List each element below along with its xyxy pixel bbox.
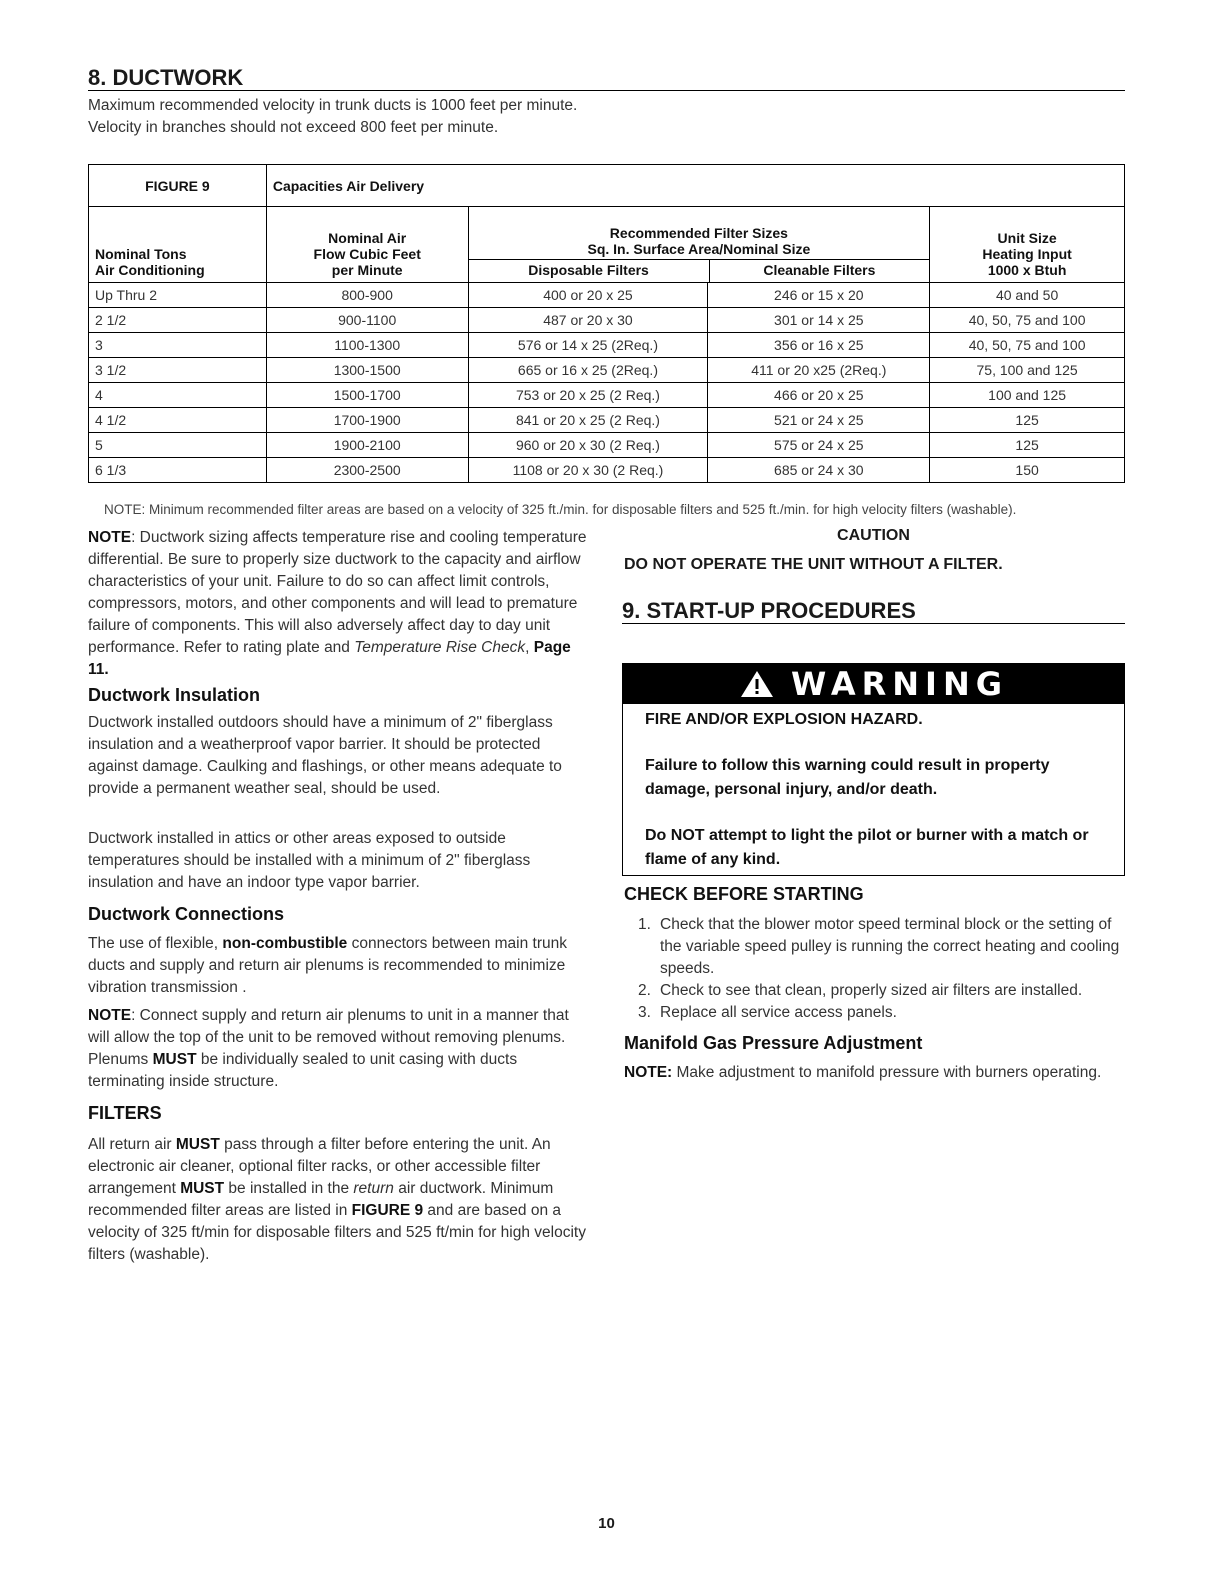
- table-caption: Capacities Air Delivery: [266, 165, 1124, 207]
- ductwork-insulation-p1: Ductwork installed outdoors should have a minimum of 2" fiberglass insulation and a weatherproof vapor barrier. It should be protected against damage. Caulking and flashings, or other means adequate to provide a permanent weather seal, should be used.: [88, 714, 562, 797]
- cell-disposable: 400 or 20 x 25: [468, 283, 708, 308]
- cell-unit-size: 125: [930, 433, 1125, 458]
- step-text: Replace all service access panels.: [660, 1004, 897, 1021]
- ductwork-insulation-p2: Ductwork installed in attics or other areas exposed to outside temperatures should be installed with a minimum of 2" fiberglass insulation and have an indoor type vapor barrier.: [88, 830, 531, 891]
- step-number: 3.: [638, 1004, 651, 1021]
- ductwork-insulation-title: Ductwork Insulation: [88, 685, 261, 705]
- header-cleanable: Cleanable Filters: [763, 262, 876, 278]
- list-item: [624, 914, 1129, 980]
- plenum-note: NOTE: Connect supply and return air plenums to unit in a manner that will allow the top of the unit to be removed without removing plenums. Plenums MUST be individually sealed to unit casing with ducts terminating inside structure.: [88, 1007, 569, 1090]
- cell-tons: 2 1/2: [89, 308, 267, 333]
- cell-cleanable: 685 or 24 x 30: [708, 458, 930, 483]
- cell-unit-size: 40 and 50: [930, 283, 1125, 308]
- cell-tons: 3 1/2: [89, 358, 267, 383]
- cell-cleanable: 466 or 20 x 25: [708, 383, 930, 408]
- cell-cleanable: 356 or 16 x 25: [708, 333, 930, 358]
- cell-airflow: 1900-2100: [266, 433, 468, 458]
- warning-banner: [623, 664, 1124, 704]
- warning-consequence: Failure to follow this warning could result in property damage, personal injury, and/or death.: [645, 757, 1050, 798]
- cell-disposable: 753 or 20 x 25 (2 Req.): [468, 383, 708, 408]
- cell-tons: Up Thru 2: [89, 283, 267, 308]
- cell-tons: 5: [89, 433, 267, 458]
- cell-airflow: 1100-1300: [266, 333, 468, 358]
- table-row: [89, 433, 1125, 458]
- cell-unit-size: 125: [930, 408, 1125, 433]
- caution-text: DO NOT OPERATE THE UNIT WITHOUT A FILTER.: [624, 556, 1003, 573]
- cell-airflow: 1500-1700: [266, 383, 468, 408]
- table-row: [89, 308, 1125, 333]
- step-number: 1.: [638, 916, 651, 933]
- cell-tons: 4: [89, 383, 267, 408]
- cell-cleanable: 575 or 24 x 25: [708, 433, 930, 458]
- cell-airflow: 1700-1900: [266, 408, 468, 433]
- cell-unit-size: 150: [930, 458, 1125, 483]
- cell-cleanable: 301 or 14 x 25: [708, 308, 930, 333]
- cell-cleanable: 411 or 20 x25 (2Req.): [708, 358, 930, 383]
- table-row: [89, 358, 1125, 383]
- table-row: [89, 408, 1125, 433]
- cell-tons: 4 1/2: [89, 408, 267, 433]
- cell-airflow: 900-1100: [266, 308, 468, 333]
- header-unit-size: Unit Size Heating Input 1000 x Btuh: [930, 207, 1125, 283]
- warning-triangle-icon: [739, 669, 775, 699]
- manifold-note: NOTE: Make adjustment to manifold pressure with burners operating.: [624, 1064, 1102, 1081]
- section-8-title: 8. DUCTWORK: [88, 66, 1125, 91]
- warning-hazard: FIRE AND/OR EXPLOSION HAZARD.: [645, 711, 923, 728]
- filters-paragraph: All return air MUST pass through a filter before entering the unit. An electronic air cleaner, optional filter racks, or other accessible filter arrangement MUST be installed in the return air ductwork. Minimum recommended filter areas are listed in FIGURE 9 and are based on a velocity of 325 ft/min for disposable filters and 525 ft/min for high velocity filters (washable).: [88, 1136, 586, 1263]
- cell-unit-size: 40, 50, 75 and 100: [930, 308, 1125, 333]
- table-row: [89, 283, 1125, 308]
- cell-unit-size: 40, 50, 75 and 100: [930, 333, 1125, 358]
- cell-disposable: 960 or 20 x 30 (2 Req.): [468, 433, 708, 458]
- cell-airflow: 800-900: [266, 283, 468, 308]
- cell-cleanable: 246 or 15 x 20: [708, 283, 930, 308]
- cell-unit-size: 100 and 125: [930, 383, 1125, 408]
- caution-title: CAUTION: [837, 527, 910, 544]
- header-nominal-tons: Nominal Tons Air Conditioning: [89, 207, 267, 283]
- step-text: Check to see that clean, properly sized air filters are installed.: [660, 982, 1083, 999]
- cell-airflow: 2300-2500: [266, 458, 468, 483]
- filters-title: FILTERS: [88, 1103, 162, 1123]
- warning-instruction: Do NOT attempt to light the pilot or burner with a match or flame of any kind.: [645, 827, 1089, 868]
- cell-cleanable: 521 or 24 x 25: [708, 408, 930, 433]
- ductwork-sizing-note: NOTE: Ductwork sizing affects temperature rise and cooling temperature differential. Be sure to properly size ductwork to the capacity and airflow characteristics of your unit. Failure to do so can affect limit controls, compressors, motors, and other components and will lead to premature failure of components. This will also adversely affect day to day unit performance. Refer to rating plate and Temperature Rise Check, Page 11.: [88, 529, 587, 678]
- cell-tons: 3: [89, 333, 267, 358]
- cell-disposable: 841 or 20 x 25 (2 Req.): [468, 408, 708, 433]
- check-before-starting-title: CHECK BEFORE STARTING: [624, 884, 864, 904]
- header-filter-sizes: Recommended Filter Sizes Sq. In. Surface Area/Nominal Size Disposable Filters Cleanable Filters: [468, 207, 930, 283]
- table-row: [89, 383, 1125, 408]
- cell-tons: 6 1/3: [89, 458, 267, 483]
- header-disposable: Disposable Filters: [469, 260, 710, 282]
- ductwork-connections-p1: The use of flexible, non-combustible connectors between main trunk ducts and supply and return air plenums is recommended to minimize vibration transmission .: [88, 935, 567, 996]
- header-airflow: Nominal Air Flow Cubic Feet per Minute: [266, 207, 468, 283]
- manifold-pressure-title: Manifold Gas Pressure Adjustment: [624, 1033, 923, 1053]
- list-item: [624, 1002, 1129, 1024]
- step-text: Check that the blower motor speed terminal block or the setting of the variable speed pulley is running the correct heating and cooling speeds.: [660, 916, 1120, 977]
- table-note: NOTE: Minimum recommended filter areas are based on a velocity of 325 ft./min. for disposable filters and 525 ft./min. for high velocity filters (washable).: [104, 502, 1017, 517]
- warning-box: [622, 663, 1125, 876]
- ductwork-connections-title: Ductwork Connections: [88, 904, 285, 924]
- section-8-intro: Maximum recommended velocity in trunk ducts is 1000 feet per minute. Velocity in branches should not exceed 800 feet per minute.: [88, 97, 578, 136]
- section-9-title: 9. START-UP PROCEDURES: [622, 598, 1125, 624]
- page-number: 10: [598, 1515, 615, 1532]
- capacities-table: [88, 164, 1125, 483]
- table-row: [89, 458, 1125, 483]
- cell-airflow: 1300-1500: [266, 358, 468, 383]
- warning-banner-text: WARNING: [791, 665, 1008, 703]
- cell-unit-size: 75, 100 and 125: [930, 358, 1125, 383]
- cell-disposable: 487 or 20 x 30: [468, 308, 708, 333]
- cell-disposable: 576 or 14 x 25 (2Req.): [468, 333, 708, 358]
- figure-label: FIGURE 9: [89, 165, 267, 207]
- startup-steps: [624, 914, 1129, 1024]
- cell-disposable: 665 or 16 x 25 (2Req.): [468, 358, 708, 383]
- cell-disposable: 1108 or 20 x 30 (2 Req.): [468, 458, 708, 483]
- step-number: 2.: [638, 982, 651, 999]
- list-item: [624, 980, 1129, 1002]
- table-row: [89, 333, 1125, 358]
